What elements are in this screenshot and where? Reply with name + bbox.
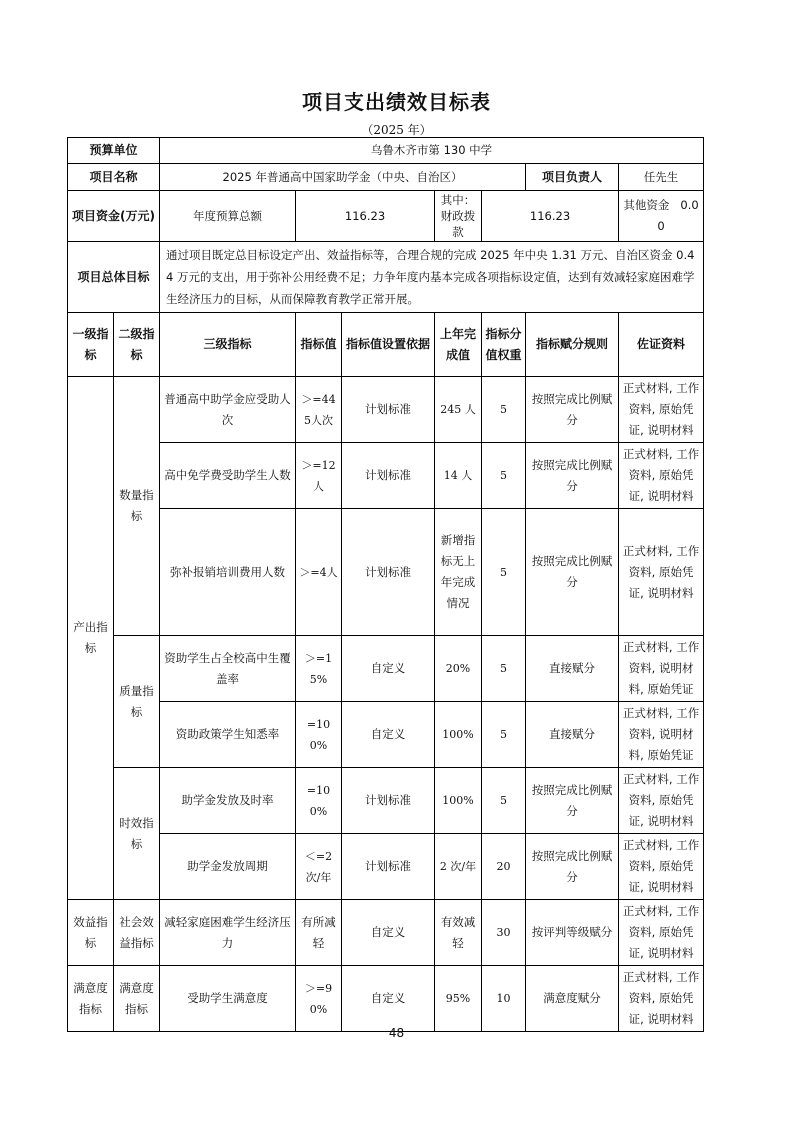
indicator-name: 资助学生占全校高中生覆盖率: [160, 636, 296, 702]
indicator-name: 资助政策学生知悉率: [160, 702, 296, 768]
indicator-weight: 10: [482, 966, 526, 1032]
unit-row: [68, 138, 704, 164]
annual-budget-value: 116.23: [296, 191, 435, 242]
indicator-basis: 自定义: [342, 966, 435, 1032]
indicator-weight: 5: [482, 768, 526, 834]
indicator-name: 助学金发放周期: [160, 834, 296, 900]
header-last-year: 上年完成值: [435, 313, 482, 377]
indicator-evidence: 正式材料, 工作资料, 说明材料, 原始凭证: [619, 636, 704, 702]
indicator-value: ＞=445人次: [296, 377, 342, 443]
header-level3: 三级指标: [160, 313, 296, 377]
indicator-rule: 按评判等级赋分: [526, 900, 619, 966]
indicator-last-year: 20%: [435, 636, 482, 702]
indicator-name: 受助学生满意度: [160, 966, 296, 1032]
project-name-value: 2025 年普通高中国家助学金（中央、自治区）: [160, 164, 526, 191]
unit-value: 乌鲁木齐市第 130 中学: [160, 138, 704, 164]
indicator-last-year: 新增指标无上年完成情况: [435, 509, 482, 636]
table-row: [68, 702, 704, 768]
project-owner-label: 项目负责人: [526, 164, 619, 191]
indicator-evidence: 正式材料, 工作资料, 原始凭证, 说明材料: [619, 900, 704, 966]
indicator-last-year: 100%: [435, 702, 482, 768]
indicator-weight: 5: [482, 509, 526, 636]
project-name-label: 项目名称: [68, 164, 160, 191]
indicator-evidence: 正式材料, 工作资料, 说明材料, 原始凭证: [619, 702, 704, 768]
indicator-name: 助学金发放及时率: [160, 768, 296, 834]
other-funds-amount: 0.00: [657, 198, 699, 233]
indicator-weight: 5: [482, 443, 526, 509]
indicator-last-year: 245 人: [435, 377, 482, 443]
indicator-value: ＞=15%: [296, 636, 342, 702]
level1-satisfaction: 满意度指标: [68, 966, 114, 1032]
header-target-value: 指标值: [296, 313, 342, 377]
goal-row: [68, 242, 704, 313]
indicator-weight: 5: [482, 377, 526, 443]
table-row: [68, 443, 704, 509]
other-funds-label-text: 其他资金: [623, 198, 670, 212]
performance-target-table: [67, 137, 704, 1032]
indicator-evidence: 正式材料, 工作资料, 原始凭证, 说明材料: [619, 509, 704, 636]
indicator-name: 弥补报销培训费用人数: [160, 509, 296, 636]
level2-timeliness: 时效指标: [114, 768, 160, 900]
level1-output: 产出指标: [68, 377, 114, 900]
table-row: [68, 377, 704, 443]
indicator-evidence: 正式材料, 工作资料, 原始凭证, 说明材料: [619, 834, 704, 900]
indicator-value: =100%: [296, 768, 342, 834]
indicator-basis: 计划标准: [342, 377, 435, 443]
indicator-evidence: 正式材料, 工作资料, 原始凭证, 说明材料: [619, 768, 704, 834]
level1-benefit: 效益指标: [68, 900, 114, 966]
indicator-rule: 按照完成比例赋分: [526, 443, 619, 509]
indicator-basis: 自定义: [342, 900, 435, 966]
level2-social: 社会效益指标: [114, 900, 160, 966]
indicator-basis: 自定义: [342, 636, 435, 702]
table-row: [68, 834, 704, 900]
fiscal-appropriation-label: 其中：财政拨款: [435, 191, 482, 242]
indicator-basis: 计划标准: [342, 509, 435, 636]
funds-row: [68, 191, 704, 242]
indicator-weight: 5: [482, 636, 526, 702]
page-number: 48: [388, 1026, 405, 1040]
level2-satisfaction: 满意度指标: [114, 966, 160, 1032]
level2-quality: 质量指标: [114, 636, 160, 768]
year-label: （2025 年）: [361, 123, 432, 137]
project-owner-value: 任先生: [619, 164, 704, 191]
indicator-rule: 按照完成比例赋分: [526, 377, 619, 443]
header-level1: 一级指标: [68, 313, 114, 377]
indicator-value: ＞=4人: [296, 509, 342, 636]
project-name-row: [68, 164, 704, 191]
indicator-name: 减轻家庭困难学生经济压力: [160, 900, 296, 966]
table-row: [68, 900, 704, 966]
indicator-value: ＞=90%: [296, 966, 342, 1032]
indicator-weight: 30: [482, 900, 526, 966]
indicator-weight: 20: [482, 834, 526, 900]
page-title: 项目支出绩效目标表: [302, 90, 491, 114]
header-basis: 指标值设置依据: [342, 313, 435, 377]
indicator-evidence: 正式材料, 工作资料, 原始凭证, 说明材料: [619, 966, 704, 1032]
indicator-value: ＜=2次/年: [296, 834, 342, 900]
table-row: [68, 509, 704, 636]
indicator-rule: 按照完成比例赋分: [526, 768, 619, 834]
header-row: [68, 313, 704, 377]
indicator-basis: 计划标准: [342, 768, 435, 834]
indicator-value: ＞=12人: [296, 443, 342, 509]
level2-quantity: 数量指标: [114, 377, 160, 636]
indicator-evidence: 正式材料, 工作资料, 原始凭证, 说明材料: [619, 377, 704, 443]
indicator-value: =100%: [296, 702, 342, 768]
unit-label: 预算单位: [68, 138, 160, 164]
header-evidence: 佐证资料: [619, 313, 704, 377]
indicator-basis: 计划标准: [342, 443, 435, 509]
indicator-basis: 自定义: [342, 702, 435, 768]
indicator-evidence: 正式材料, 工作资料, 原始凭证, 说明材料: [619, 443, 704, 509]
indicator-rule: 按照完成比例赋分: [526, 509, 619, 636]
indicator-last-year: 2 次/年: [435, 834, 482, 900]
indicator-value: 有所减轻: [296, 900, 342, 966]
other-funds-value: [619, 191, 704, 242]
goal-text: 通过项目既定总目标设定产出、效益指标等，合理合规的完成 2025 年中央 1.31 万元、自治区资金 0.44 万元的支出，用于弥补公用经费不足；力争年度内基本完成各项指标设定值，达到有效减轻家庭困难学生经济压力的目标，从而保障教育教学正常开展。: [160, 242, 704, 313]
table-row: [68, 966, 704, 1032]
indicator-name: 普通高中助学金应受助人次: [160, 377, 296, 443]
header-level2: 二级指标: [114, 313, 160, 377]
indicator-rule: 满意度赋分: [526, 966, 619, 1032]
indicator-last-year: 14 人: [435, 443, 482, 509]
funds-label: 项目资金(万元): [68, 191, 160, 242]
header-weight: 指标分值权重: [482, 313, 526, 377]
indicator-weight: 5: [482, 702, 526, 768]
indicator-rule: 按照完成比例赋分: [526, 834, 619, 900]
indicator-rule: 直接赋分: [526, 702, 619, 768]
annual-budget-label: 年度预算总额: [160, 191, 296, 242]
goal-label: 项目总体目标: [68, 242, 160, 313]
indicator-rule: 直接赋分: [526, 636, 619, 702]
indicator-name: 高中免学费受助学生人数: [160, 443, 296, 509]
indicator-last-year: 100%: [435, 768, 482, 834]
table-row: [68, 768, 704, 834]
fiscal-appropriation-value: 116.23: [482, 191, 619, 242]
indicator-last-year: 95%: [435, 966, 482, 1032]
indicator-last-year: 有效减轻: [435, 900, 482, 966]
header-scoring-rule: 指标赋分规则: [526, 313, 619, 377]
table-row: [68, 636, 704, 702]
indicator-basis: 计划标准: [342, 834, 435, 900]
